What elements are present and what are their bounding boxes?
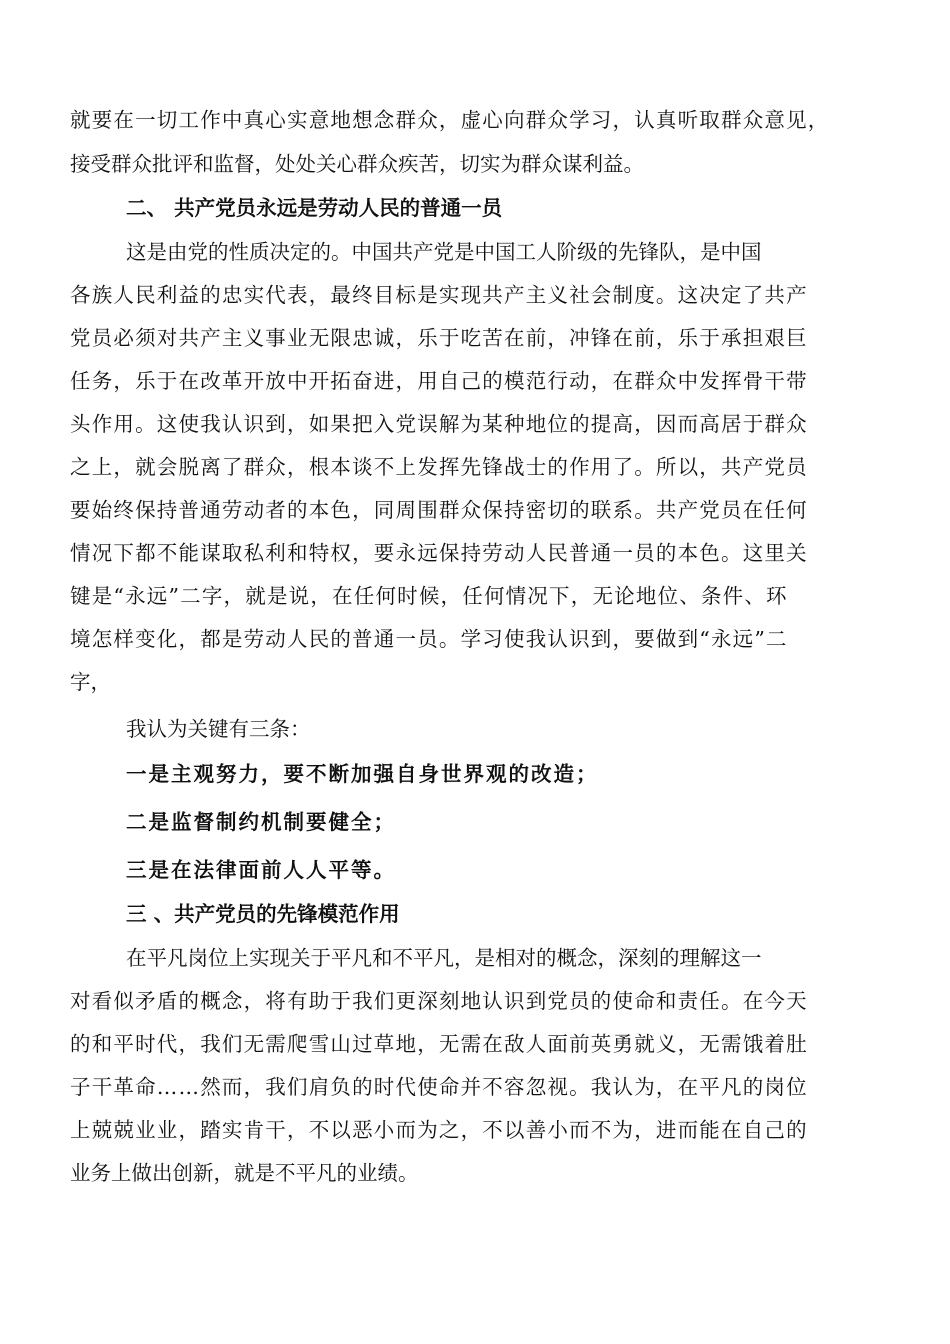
paragraph-line: 接受群众批评和监督，处处关心群众疾苦，切实为群众谋利益。 (70, 152, 644, 176)
paragraph-line: 的和平时代，我们无需爬雪山过草地，无需在敌人面前英勇就义，无需饿着肚 (70, 1032, 808, 1056)
paragraph-line: 之上，就会脱离了群众，根本谈不上发挥先锋战士的作用了。所以，共产党员 (70, 455, 808, 479)
paragraph-line: 字， (70, 670, 111, 694)
section-heading-2: 二、 共产党员永远是劳动人民的普通一员 (126, 196, 503, 220)
paragraph-line: 各族人民利益的忠实代表，最终目标是实现共产主义社会制度。这决定了共产 (70, 283, 808, 307)
paragraph-line: 业务上做出创新，就是不平凡的业绩。 (70, 1161, 419, 1185)
paragraph-line: 子干革命……然而，我们肩负的时代使命并不容忽视。我认为，在平凡的岗位 (70, 1075, 808, 1099)
section-heading-3: 三 、共产党员的先锋模范作用 (126, 902, 400, 926)
paragraph-line: 头作用。这使我认识到，如果把入党误解为某种地位的提高，因而高居于群众 (70, 412, 808, 436)
paragraph-line: 在平凡岗位上实现关于平凡和不平凡，是相对的概念，深刻的理解这一 (126, 946, 762, 970)
paragraph-line: 就要在一切工作中真心实意地想念群众，虚心向群众学习，认真听取群众意见， (70, 108, 830, 132)
point-item: 二是监督制约机制要健全； (126, 810, 396, 834)
paragraph-line: 上兢兢业业，踏实肯干，不以恶小而为之，不以善小而不为，进而能在自己的 (70, 1118, 808, 1142)
paragraph-line: 键是“永远”二字，就是说，在任何时候，任何情况下，无论地位、条件、环 (70, 584, 788, 608)
paragraph-line: 党员必须对共产主义事业无限忠诚，乐于吃苦在前，冲锋在前，乐于承担艰巨 (70, 326, 808, 350)
point-item: 三是在法律面前人人平等。 (126, 858, 396, 882)
paragraph-line: 境怎样变化，都是劳动人民的普通一员。学习使我认识到，要做到“永远”二 (70, 627, 788, 651)
paragraph-line: 任务，乐于在改革开放中开拓奋进，用自己的模范行动，在群众中发挥骨干带 (70, 369, 808, 393)
paragraph-line: 对看似矛盾的概念，将有助于我们更深刻地认识到党员的使命和责任。在今天 (70, 989, 808, 1013)
paragraph-line: 要始终保持普通劳动者的本色，同周围群众保持密切的联系。共产党员在任何 (70, 498, 808, 522)
paragraph-line: 情况下都不能谋取私利和特权，要永远保持劳动人民普通一员的本色。这里关 (70, 541, 808, 565)
point-item: 一是主观努力，要不断加强自身世界观的改造； (126, 762, 599, 786)
paragraph-line: 这是由党的性质决定的。中国共产党是中国工人阶级的先锋队，是中国 (126, 240, 762, 264)
points-intro: 我认为关键有三条： (126, 717, 311, 741)
